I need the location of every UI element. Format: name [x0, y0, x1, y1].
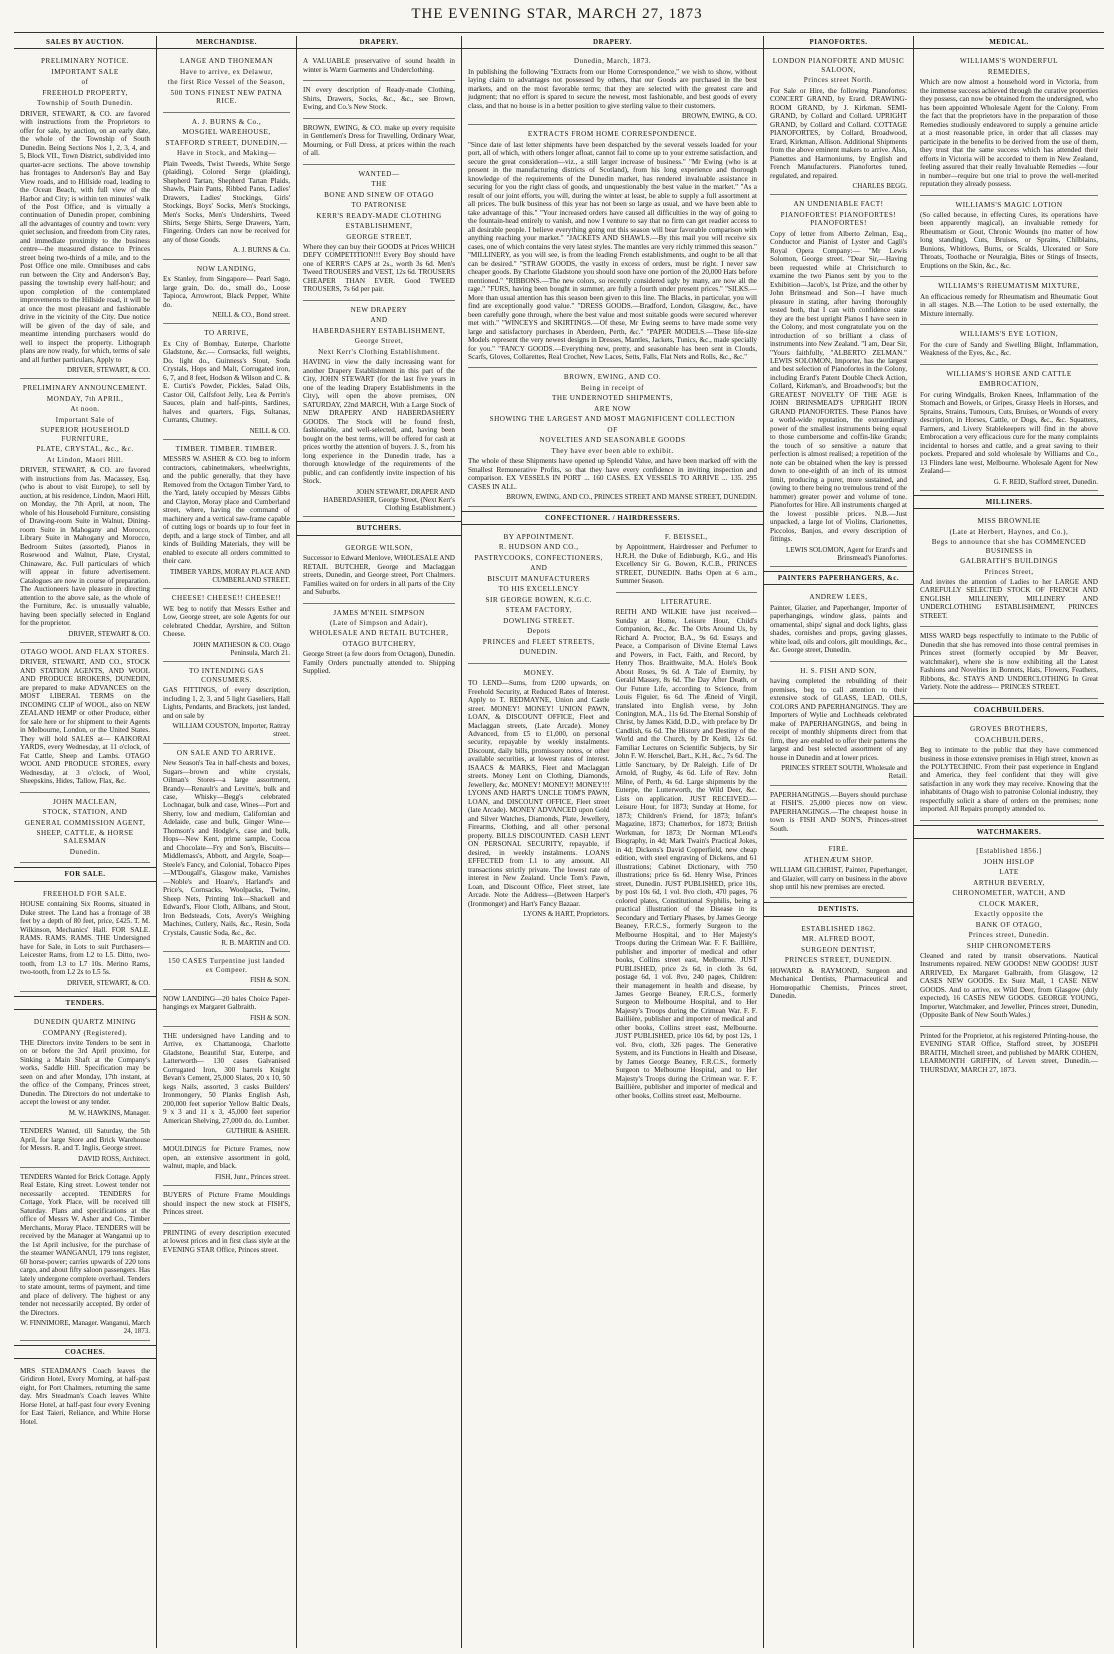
- split-left: [468, 528, 610, 1106]
- ad-heading-line: TO PATRONISE: [351, 201, 407, 210]
- ad-body: TENDERS Wanted, till Saturday, the 5th April, for large Store and Brick Warehouse for Messrs. R. and T. Inglis, George street.: [20, 1127, 150, 1153]
- ad-heading-line: Have to arrive, ex Delawur,: [179, 67, 274, 76]
- advertisement: [163, 260, 290, 325]
- ad-heading-line: (Late at Herbert, Haynes, and Co.),: [949, 527, 1069, 536]
- ad-signature: WILLIAM COUSTON, Importer, Rattray street.: [172, 722, 290, 739]
- ad-body: GAS FITTINGS, of every description, including 1, 2, 3, and 5 light Gaseliers, Hall Lights, Pendants, and Brackets, just landed, and on sale by: [163, 686, 290, 720]
- ad-heading-line: WILLIAMS'S EYE LOTION,: [959, 330, 1059, 339]
- ad-body: TENDERS Wanted for Brick Cottage. Apply Real Estate, King street. Lowest tender not necessarily accepted. TENDERS for Cottage, York Place, will be received till Saturday. Plans and specifications at the office of Messrs W. Asher and Co., Timber Merchants, Moray Place. TENDERS will be received by the Manager at Wanganui up to the 1st April inclusive, for the purchase of the steamer WANGANUI, 179 tons register, 60 horse-power; carries upwards of 220 tons cargo, and about fifty saloon passengers. Has lately undergone complete overhaul. Tenders to state amount, terms of payment, and time and place of delivery. The highest or any tender not necessarily accepted. By order of the Directors.: [20, 1172, 151, 1317]
- ad-heading-line: STEAM FACTORY,: [505, 606, 572, 615]
- advertisement: [920, 627, 1098, 698]
- ad-body: And invites the attention of Ladies to her LARGE AND CAREFULLY SELECTED STOCK OF FRENCH AND ENGLISH MILLINERY, MILLINERY AND UNDERCLOTHING ESTABLISHMENT, PRINCES STREET.: [920, 578, 1098, 620]
- ad-body: HOUSE containing Six Rooms, situated in Duke street. The Land has a frontage of 38 feet by a depth of 80 feet, price, £425. T. M. Wilkinson, Mechanics' Hall. FOR SALE. RAMS. RAMS. RAMS. THE Undersigned have for Sale, in Lots to suit Purchasers— Leicester Rams, from L2 to L5. Ditto, two-tooth, from L3 to L7 10s. Merino Rams, two-tooth, from L2 2s to L5 5s.: [20, 900, 150, 977]
- advertisement: [303, 81, 455, 118]
- ad-heading-line: ANDREW LEES,: [809, 593, 868, 602]
- advertisement: [20, 52, 150, 379]
- ad-body: having completed the rebuilding of their premises, beg to call attention to their extensive stock of GLASS, LEAD, OILS, COLORS AND PAPERHANGINGS. They are Importers of Wylie and Lochheads celebrated make of PAPERHANGINGS, and being in receipt of monthly shipments direct from that firm, they are enabled to offer their patterns the largest and best selected assortment of any house in Dunedin and at lower prices.: [770, 677, 907, 762]
- ad-heading-line: ON SALE AND TO ARRIVE.: [176, 748, 277, 757]
- advertisement: [163, 990, 290, 1027]
- ad-heading-line: ATHENÆUM SHOP.: [803, 855, 874, 864]
- ad-heading-line: FREEHOLD PROPERTY,: [42, 88, 128, 97]
- ad-body: Where they can buy their GOODS at Prices WHICH DEFY COMPETITION!!! Every Boy should have one of KERR'S CAPS at 2s., worth 3s 6d. Men's Tweed TROUSERS and VEST, 12s 6d. TROUSERS CHEAPER THAN EVER. Good TWEED TROUSERS, 7s 6d per pair.: [303, 243, 455, 294]
- ad-heading-line: SHOWING THE LARGEST AND MOST MAGNIFICENT COLLECTION: [489, 415, 736, 424]
- ad-heading-line: SUPERIOR HOUSEHOLD FURNITURE,: [40, 426, 130, 443]
- advertisement: [770, 920, 907, 1007]
- ad-signature: JOHN MATHESON & CO. Otago Peninsula, March 21.: [192, 640, 290, 657]
- column-6: [914, 36, 1104, 1648]
- ad-signature: NEILL & CO.: [249, 426, 290, 435]
- ad-body: Cleaned and rated by transit observations. Nautical Instruments repaired. NEW GOODS! NEW GOODS! JUST ARRIVED, Ex Margaret Galbraith, from Glasgow, 12 CASES NEW GOODS. Ex Suez Mail, 1 CASE NEW GOODS. And to arrive, ex Wild Deer, from Glasgow (duly expected), 16 CASES NEW GOODS. GEORGE YOUNG, Importer, Watchmaker, and Jeweller, Princes street, Dunedin, (Opposite Bank of New South Wales.): [920, 952, 1098, 1020]
- ad-signature: W. FINNIMORE, Manager. Wanganui, March 24, 1873.: [20, 1319, 150, 1336]
- ad-heading-line: LITERATURE.: [660, 597, 712, 606]
- ad-signature: NEILL & CO., Bond street.: [212, 311, 290, 320]
- ad-heading-line: BONE AND SINEW OF OTAGO: [324, 190, 434, 199]
- ad-heading-line: 150 CASES Turpentine just landed ex Compeer.: [167, 957, 286, 974]
- ad-heading-line: SHEEP, CATTLE, & HORSE SALESMAN: [36, 828, 134, 846]
- ad-heading-line: IMPORTANT SALE: [51, 67, 119, 76]
- ad-heading-line: CLOCK MAKER,: [979, 899, 1039, 908]
- ad-body: For the cure of Sandy and Swelling Blight, Inflammation, Weakness of the Eyes, &c., &c.: [920, 340, 1098, 358]
- ad-body: For Sale or Hire, the following Pianofortes: CONCERT GRAND, by Erard. DRAWING-ROOM GRAND, by J. Kirkman. SEMI-GRAND, by Collard and Collard. UPRIGHT GRAND, by Collard and Collard. COTTAGE PIANOFORTES, by Collard, Broadwood, Erard, Kirkman, Allison. Additional Shipments from the above eminent makers to arrive. Also, Pianettes and Harmoniums, by English and French Manufacturers. Pianofortes tuned, regulated, and repaired.: [770, 86, 907, 180]
- ad-heading-line: STOCK, STATION, AND: [42, 808, 128, 817]
- ad-heading-line: CHEESE! CHEESE!! CHEESE!!: [171, 594, 282, 603]
- ad-signature: FISH & SON.: [250, 1013, 290, 1022]
- advertisement: [163, 440, 290, 589]
- ad-body: WE beg to notify that Messrs Esther and Low, George street, are sole Agents for our celebrated Cheddar, Ayrshire, and Stilton Cheese.: [163, 604, 290, 639]
- ad-heading-line: TO ARRIVE,: [204, 329, 249, 338]
- advertisement: [920, 196, 1098, 278]
- ad-heading-line: PRELIMINARY NOTICE.: [41, 57, 129, 66]
- ad-heading-line: MR. ALFRED BOOT,: [802, 935, 875, 944]
- ad-body: DRIVER, STEWART, AND CO., STOCK AND STATION AGENTS, AND WOOL AND PRODUCE BROKERS, DUNEDIN, are prepared to make ADVANCES on the MOST LIBERAL TERMS on the INCOMING CLIP of WOOL, also on NEW ZEALAND HEMP or other Produce, either for sale here or for shipment to their Agents in Melbourne, London, or the United States. They will hold SALES at— KAIKORAI YARDS, every Wednesday, at 11 o'clock, of Fat Cattle, Sheep and Lambs. OTAGO WOOL AND PRODUCE STORES, every Wednesday, at 3 o'clock, of Wool, Sheepskins, Hides, Tallow, Flax, &c.: [20, 658, 150, 786]
- ad-heading-line: BROWN, EWING, AND CO.: [563, 373, 662, 382]
- advertisement: [920, 512, 1098, 627]
- ad-signature: DRIVER, STEWART & CO.: [68, 629, 150, 638]
- ad-signature: GUTHRIE & ASHER.: [226, 1127, 290, 1136]
- ad-body: Successor to Edward Menlove, WHOLESALE AND RETAIL BUTCHER, George and Maclaggan streets, Dunedin, and George street, Port Chalmers. Families waited on for orders in all parts of the City and Suburbs.: [303, 554, 455, 597]
- ad-body: Painter, Glazier, and Paperhanger, Importer of paperhangings, window glass, paints and ornamental, ships' signal and dock lights, glass shades, cornishes and props, gaving glasses, white lead, oils and colors, gilt mouldings, &c., &c. George street, Dunedin.: [770, 603, 907, 655]
- ad-body: HOWARD & RAYMOND, Surgeon and Mechanical Dentists, Pharmaceutical and Homœopathic Chemists, Princes street, Dunedin.: [770, 966, 907, 1001]
- advertisement: [616, 593, 758, 1107]
- advertisement: [920, 720, 1098, 821]
- section-header: BUTCHERS.: [297, 521, 461, 535]
- ad-heading-line: Princes street North.: [803, 76, 874, 85]
- ad-heading-line: WILLIAMS'S MAGIC LOTION: [955, 200, 1063, 209]
- ad-heading-line: JOHN HISLOP: [983, 857, 1035, 866]
- advertisement: [770, 840, 907, 898]
- ad-heading-line: Princes street, Dunedin.: [968, 931, 1050, 940]
- ad-body: Ex City of Bombay, Euterpe, Charlotte Gladstone, &c.— Cornsacks, full weights, Do. light do., Guinness's Stout, Soda Crystals, Hops and Malt, Corrugated iron, 6, 7, and 8 feet, Hodson & Wilson and C. & E. Curtis's Powder, Pickles, Salad Oils, Castor Oil, Calfsfoot Jelly, Lea & Perrin's Sauces, plain and half-pints, Sardines, halves and quarters, Figs, Sultanas, Currants, Chutney.: [163, 339, 290, 425]
- ad-heading-line: DUNEDIN.: [519, 648, 559, 657]
- advertisement: [20, 643, 150, 793]
- ad-body: (So called because, in effecting Cures, its operations have been apparently magical), an invaluable remedy for Rheumatism or Gout, Chronic Wounds (no matter of how long standing), Cuts, Bruises, or Sprains, Chilblains, Bunions, Whitlows, Burns, or Scalds, Ulcerated or Sore Throats, Toothache or Neuralgia, Bites or Stings of Insects, Eruptions on the Skin, &c., &c.: [920, 211, 1098, 270]
- advertisement: [920, 842, 1098, 1027]
- ad-heading-line: TO HIS EXCELLENCY: [498, 585, 579, 594]
- ad-body: Printed for the Proprietor, at his registered Printing-house, the EVENING STAR Office, Stafford street, by JOSEPH BRAITH, Mitchell street, and published by MARK COHEN, LEARMONTH GRIFFIN, of Leven street, Dunedin.—THURSDAY, MARCH 27, 1873.: [920, 1031, 1098, 1074]
- ad-body: NOW LANDING—20 bales Choice Paper-hangings ex Margaret Galbraith.: [163, 994, 290, 1012]
- advertisement: [770, 588, 907, 661]
- ad-body: The whole of these Shipments have opened up Splendid Value, and have been marked off with the Smallest Remunerative Profits, so that they have every confidence in inviting inspection and comparison. EX VESSELS IN PORT ... 160 CASES. EX VESSELS TO ARRIVE ... 135. 295 CASES IN ALL.: [468, 457, 757, 491]
- ad-heading-line: ARE NOW: [594, 404, 631, 413]
- advertisement: [163, 1186, 290, 1223]
- column-5: [764, 36, 914, 1648]
- section-header: DENTISTS.: [764, 902, 913, 916]
- advertisement: [468, 528, 610, 664]
- ad-body: MESSRS W. ASHER & CO. beg to inform contractors, cabinetmakers, wheelwrights, and the public generally, that they have Removed from the Octagon Timber Yard, to the Yard, lately occupied by Messrs Gibbs and Clayton, Moray place and Cumberland street, where, having the command of machinery and a vertical saw-frame capable of cutting logs or boards up to four feet in depth, and a large stock of Timber, and all kinds of Building Materials, they will be enabled to execute all orders committed to their care.: [163, 455, 290, 566]
- advertisement: [163, 324, 290, 440]
- ad-heading-line: COMPANY (Registered).: [42, 1028, 128, 1037]
- ad-signature: FISH, Junr., Princes street.: [215, 1172, 290, 1181]
- ad-body: Plain Tweeds, Twist Tweeds, White Serge (plaiding), Colored Serge (plaiding), Shepherd Tartan, Shepherd Tartan Plaids, Shawls, Plain Pants, Ribbed Pants, Ladies' Drawers, Ladies' Stockings, Girls' Stockings, Boys' Socks, Men's Stockings, Men's Socks, Men's Undershirts, Tweed Shirts, Serge Shirts, Serge Drawers, Yarn, Fingering. Orders can now be received for any of those Goods.: [163, 159, 290, 244]
- ad-body: MOULDINGS for Picture Frames, now open, an extensive assortment in gold, walnut, maple, and black.: [163, 1145, 290, 1171]
- section-header: MILLINERS.: [914, 495, 1104, 509]
- ad-heading-line: PRINCES and FLEET STREETS,: [482, 637, 595, 646]
- ad-body: THE Directors invite Tenders to be sent in on or before the 3rd April proximo, for Sinking a Main Shaft at the Company's works, Saddle Hill. Specification may be seen on and after Monday, 17th instant, at the office of the Company, Princes street, Dunedin. The Directors do not undertake to accept the lowest or any tender.: [20, 1039, 150, 1107]
- ad-heading-line: PASTRYCOOKS, CONFECTIONERS,: [474, 553, 603, 562]
- ad-body: THE undersigned have Landing and to Arrive, ex Chattanooga, Charlotte Gladstone, Beautiful Star, Euterpe, and Latterworth— 130 cases Galvanised Corrugated Iron, 300 barrels Knight Bevan's Cement, 25,000 Slates, 20 x 10, 50 kegs Nails, assorted, 3 casks Builders' Ironmongery, 50 Planks English Ash, 200,000 feet superior Yellow Baltic Deals, 9 x 3 and 11 x 3, 45,000 feet superior American Shelving, 27,000 do. do. Lumber.: [163, 1031, 290, 1125]
- ad-heading-line: CHRONOMETER, WATCH, AND: [952, 889, 1066, 898]
- ad-signature: FISH & SON.: [250, 976, 290, 985]
- ad-body: by Appointment, Hairdresser and Perfumer to H.R.H. the Duke of Edinburgh, K.G., and His Excellency Sir G. Bowen, K.C.B., PRINCES STREET, DUNEDIN. Baths Open at 6 a.m., Summer Season.: [615, 543, 757, 586]
- ad-body: HAVING in view the daily increasing want for another Drapery Establishment in this part of the City, JOHN STEWART (for the last five years in one of the leading Drapery Establishments in the City), will open the above premises, ON SATURDAY, 22nd MARCH, With a Large Stock of NEW DRAPERY AND HABERDASHERY GOODS. The Stock will be found fresh, fashionable, and well-selected, and, having been bought on the best terms, will be offered for cash at prices worthy the attention of buyers. J. S., from his long experience in the Dunedin trade, has a thorough knowledge of the requirements of the public, and can confidently invite inspection of his Stock.: [303, 358, 455, 486]
- ad-heading-line: AND: [370, 316, 388, 325]
- ad-heading-line: NOVELTIES AND SEASONABLE GOODS: [539, 436, 686, 445]
- ad-heading-line: R. HUDSON AND CO.,: [498, 543, 579, 552]
- advertisement: [920, 365, 1098, 491]
- advertisement: [770, 786, 907, 840]
- ad-body: PAPERHANGINGS.—Buyers should purchase at FISH'S. 25,000 pieces now on view. PAPERHANGINGS.—The cheapest house in town is FISH AND SON'S, Princes-street South.: [770, 790, 907, 833]
- ad-signature: LYONS & HART, Proprietors.: [523, 910, 610, 919]
- ad-heading-line: EMBROCATION,: [979, 380, 1039, 389]
- ad-heading-line: THE UNDERNOTED SHIPMENTS,: [552, 394, 673, 403]
- ad-heading-line: Next Kerr's Clothing Establishment.: [318, 347, 440, 356]
- ad-heading-line: DUNEDIN QUARTZ MINING: [33, 1018, 137, 1027]
- ad-heading-line: FIRE.: [828, 845, 849, 854]
- ad-body: Beg to intimate to the public that they have commenced business in those extensive premises in High street, known as the POLYTECHNIC. From their past experience in England and America, they feel confident that they will give satisfaction in any work they may receive. Knowing that the inhabitants of Otago wish to patronise Colonial industry, they respectfully solicit a share of orders on the premises; none imported. All Repairs promptly attended to.: [920, 746, 1098, 814]
- ad-heading-line: FREEHOLD FOR SALE.: [43, 889, 127, 898]
- advertisement: [20, 1168, 150, 1341]
- ad-heading-line: TIMBER. TIMBER. TIMBER.: [175, 444, 278, 453]
- ad-heading-line: JOHN MACLEAN,: [53, 797, 117, 806]
- ad-heading-line: NOW LANDING,: [196, 264, 257, 273]
- ad-heading-line: George Street,: [354, 337, 404, 346]
- ad-signature: CHARLES BEGG.: [852, 182, 907, 191]
- section-header: FOR SALE.: [14, 867, 156, 881]
- ad-body: DRIVER, STEWART, & CO. are favored with instructions from Jas. Macassey, Esq. (who is about to visit Europe), to sell by auction, at his residence, Lindon, Maori Hill, on Monday, the 7th April, at noon, The whole of his Household Furniture, consisting of Drawing-room Suite in Walnut, Dining-room Suite in Mahogany and Morocco, Library Suite in Mahogany and Morocco, Bedroom Suites (assorted), Pianos in Rosewood and Walnut, Plate, Crystal, Chinaware, &c. Full particulars of which will appear in future advertisement. Catalogues are now in course of preparation. The Auctioneers have pleasure in directing attention to the above sale, as the whole of the Furniture, &c. is unusually valuable, having been specially selected in England for the proprietor.: [20, 466, 150, 628]
- ad-heading-line: BY APPOINTMENT.: [503, 532, 575, 541]
- ad-signature: DRIVER, STEWART, & CO.: [66, 978, 150, 987]
- advertisement: [303, 165, 455, 301]
- section-header: MERCHANDISE.: [157, 36, 296, 49]
- ad-body: MISS WARD begs respectfully to intimate to the Public of Dunedin that she has removed into those central premises in Princes street (formerly occupied by Mr Beaver, watchmaker), where she is now exhibiting all the Latest Fashions and Novelties in Bonnets, Hats, Flowers, Feathers, Ribbons, &c. STAYS AND UNDERCLOTHING In Great Variety. Note the address— PRINCES STREET.: [920, 632, 1098, 692]
- ad-body: REITH AND WILKIE have just received— Sunday at Home, Leisure Hour, Child's Companion, &c., &c. The Orbs Around Us, by Richard A. Proctor, B.A., 9s 6d. Essays and Peace, a Comparison of Divine Eternal Laws and Powers, in Fact, Faith, and Record, by Henry Thos. Braithwaite, M.A. Hole's Book About Roses, 9s 6d. A Tale of Eternity, by Gerald Massey, 8s 6d. The Day After Death, or Our Future Life, according to Science, from Louis Figuier, 6s 6d. The Æneid of Virgil, translated into English verse, by John Conington, M.A., 11s 6d. The Eternal Sonship of Christ, by James Kidd, D.D., with preface by Dr Candlish, 6s 6d. The History and Destiny of the World and the Church, by Dr Keith, 12s 6d. Familiar Lectures on Scientific Subjects, by Sir John F. W. Herschel, Bart., K.H., &c., 7s 6d. The Little Sanctuary, by Dr Raleigh. Life of Dr Arnold, of Rugby, 4s 6d. Life of Rev. John Milne, of Perth, 4s 6d. Large shipments by the Euterpe, the Lutterworth, the Wild Deer, &c. Lists on application. JUST RECEIVED.—Leisure Hour, for 1873; Sunday at Home, for 1873; Children's Friend, for 1873; Infant's Magazine, 1873; Chatterbox, for 1873; British Workman, for 1873; Dr Norman M'Leod's Biography, in 4d; Mark Twain's Practical Jokes, in 4d; Dickens's David Copperfield, new cheap edition, with steel engraving of Dickens, and 61 illustrations; Cabinet Dictionary, with 750 illustrations; price 6s 6d. Henry Wise, Princes street, Dunedin. JUST PUBLISHED, price 10s, by post 10s 6d, 1 vol. 8vo cloth, 470 pages, 76 colored plates, Constitutional Syphilis, being a practical illustration of the Disease in its Secondary and Tertiary Phases, by James George Beaney, F.R.C.S., formerly Surgeon to the Melbourne Hospital, and to Her Majesty's Troops during the Crimean War. F. F. Baillière, publisher and importer of medical and other books, Collins street east, Melbourne. JUST PUBLISHED, price 2s 6d, in cloth 3s 6d, postage 6d, 1 vol. 8vo, 240 pages, Children: their management in health and disease, by James George Beaney, F.R.C.S., formerly Surgeon to Melbourne Hospital, and to Her Majesty's Troops during the Crimean War. F. F. Baillière, publisher and importer of medical and other books, Collins street east, Melbourne. JUST PUBLISHED, price 10s 6d, by post 12s, 1 vol. 8vo, cloth, 326 pages. The Generative System, and its Functions in Health and Disease, by James George Beaney, F.R.C.S., formerly Surgeon to Melbourne Hospital, and to Her Majesty's Troops during the Crimean war. F. F. Baillière, publisher and importer of medical and other books, Collins street east, Melbourne.: [615, 608, 757, 1100]
- advertisement: [920, 1027, 1098, 1080]
- ad-heading-line: LANGE AND THONEMAN: [179, 57, 274, 66]
- advertisement: [20, 793, 150, 864]
- ad-heading-line: WANTED—: [358, 169, 400, 178]
- columns: [14, 36, 1104, 1648]
- ad-heading-line: BANK OF OTAGO,: [975, 920, 1043, 929]
- section-header: TENDERS.: [14, 996, 156, 1010]
- ad-heading-line: SURGEON DENTIST,: [801, 945, 876, 954]
- advertisement: [20, 1122, 150, 1168]
- ad-heading-line: Exactly opposite the: [974, 910, 1044, 919]
- ad-body: Which are now almost a household word in Victoria, from the immense success achieved through the curative properties they possess, can now be obtained from the undersigned, who has been appointed Wholesale Agent for the Colony. From the fact that the proprietors have in the preparation of those Remedies studiously endeavored to supply a genuine article at a most reasonable price, in order that all classes may participate in the benefits to be derived from the use of them, they trust that the same success which has attended their efforts in Victoria will be accorded to them in New Zealand, feeling assured that their really Invaluable Remedies —four in number—require but one trial to prove the well-merited reputation they already possess.: [920, 78, 1098, 189]
- ad-heading-line: LONDON PIANOFORTE AND MUSIC SALOON,: [772, 57, 905, 74]
- ad-heading-line: HABERDASHERY ESTABLISHMENT,: [312, 326, 446, 335]
- advertisement: [163, 744, 290, 953]
- advertisement: [303, 119, 455, 165]
- masthead-rule: [14, 32, 1104, 33]
- ad-signature: M. W. HAWKINS, Manager.: [68, 1108, 150, 1117]
- ad-heading-line: OTAGO BUTCHERY,: [342, 639, 416, 648]
- ad-signature: JOHN STEWART, DRAPER AND HABERDASHER, George Street, (Next Kerr's Clothing Establishment.): [323, 487, 455, 513]
- advertisement: [303, 52, 455, 81]
- ad-heading-line: Depots: [527, 627, 551, 636]
- section-header: DRAPERY.: [297, 36, 461, 49]
- ad-heading-line: STAFFORD STREET, DUNEDIN,—: [165, 138, 288, 147]
- ad-heading-line: KERR'S READY-MADE CLOTHING: [316, 211, 442, 220]
- advertisement: [20, 1362, 150, 1432]
- ad-body: A VALUABLE preservative of sound health in winter is Warm Garments and Underclothing.: [303, 57, 455, 74]
- ad-heading-line: TO INTENDING GAS CONSUMERS.: [189, 667, 264, 684]
- column-3: [297, 36, 462, 1648]
- ad-body: DRIVER, STEWART, & CO. are favored with instructions from the Proprietors to offer for sale, by auction, on an early date, the whole of the Township of South Dunedin. Being Sections Nos 1, 2, 3, 4, and 5, Block VII., Town District, subdivided into quarter-acre sections. The above township has frontages to Anderson's Bay and Bay View roads, and to Hillside road, leading to the Ocean Beach, with full view of the Harbor and City; is within ten minutes' walk of the Post Office, and is virtually a continuation of Dunedin proper, combining all the advantages of country and town: very quiet seclusion, and freedom from City rates, and immediate proximity to the business centre—the measured distance to Princes street being two-thirds of a mile, and to the Post Office one mile. Omnibuses and cabs run between the City and Anderson's Bay, passing the township every half-hour; and upon completion of the contemplated improvements to the Hillside road, it will be at once the most pleasant and fashionable drive in the vicinity of the City. Due notice will be given of the day of sale, and meantime intending purchasers would do well to inspect the property. Lithograph plans are now ready, for which, terms of sale and all further particulars, Apply to: [20, 109, 150, 364]
- ad-heading-line: COACHBUILDERS,: [974, 735, 1044, 744]
- ad-heading-line: BISCUIT MANUFACTURERS: [487, 574, 591, 583]
- ad-heading-line: Begs to announce that she has COMMENCED BUSINESS in: [931, 538, 1087, 555]
- ad-heading-line: NEW DRAPERY: [350, 305, 408, 314]
- ad-heading-line: MISS BROWNLIE: [977, 517, 1041, 526]
- ad-heading-line: of: [81, 78, 89, 87]
- ad-body: WILLIAM GILCHRIST, Painter, Paperhanger, and Glazier, will carry on business in the above shop until his new premises are erected.: [770, 866, 907, 891]
- ad-body: TO LEND—Sums, from £200 upwards, on Freehold Security, at Reduced Rates of Interest. Apply to T. REDMAYNE, Union and Castle street. MONEY! MONEY! UNION PAWN, LOAN, & DISCOUNT OFFICE, Fleet and Maclaggan streets, (Late Arcade). Money Advanced, from £5 to £1,000, on personal security, repayable by weekly instalments. Discount, daily bills, promissory notes, or other available securities, at lowest rates of interest. ISAACS & MARKS, Fleet and Maclaggan streets. Money Lent on Clothing, Diamonds, Jewellery, &c. MONEY! MONEY!! MONEY!!! LYONS AND HART'S UNCLE TOM'S PAWN, LOAN, and DISCOUNT OFFICE, Fleet street (late Arcade). MONEY ADVANCED upon Gold and Silver Watches, Diamonds, Plate, Jewellery, Firearms, Clothing, and all other personal property. BILLS DISCOUNTED. CASH LENT ON PERSONAL SECURITY, repayable, if desired, in weekly instalments. LOANS EFFECTED from L1 to any amount. All transactions strictly private. The lowest rate of interest in New Zealand. Uncle Tom's Pawn, Loan, and Discount Office, Fleet street, late Arcade. Note the Address—(Between Harper's (Ironmonger) and Hart's Fancy Bazaar.: [468, 679, 610, 908]
- advertisement: [920, 325, 1098, 364]
- ad-heading-line: At noon.: [70, 405, 100, 414]
- ad-heading-line: JAMES M'NEIL SIMPSON: [333, 608, 425, 617]
- ad-heading-line: ESTABLISHMENT,: [345, 222, 413, 231]
- ad-heading-line: They have ever been able to exhibit.: [551, 446, 674, 455]
- column-2: [157, 36, 297, 1648]
- masthead: THE EVENING STAR, MARCH 27, 1873: [411, 6, 703, 22]
- ad-heading-line: Dunedin, March, 1873.: [573, 57, 652, 66]
- ad-body: "Since date of last letter shipments have been despatched by the several vessels loaded for your port, all of which, with others longer afloat, cannot fail to come up to your extreme satisfaction, and secure the great consideration—viz., a still larger increase of business." "Mr Ewing (who is at present in the manufacturing districts of Scotland), from his long experience and thorough knowledge of the requirements of the Dunedin market, has rendered invaluable assistance in securing for you the right class of goods, and unquestionably the best value in the market." "As a result of our joint efforts, you will, during the winter at least, be able to supply a full assortment at all prices. The bulk business of this year has not been so large as usual, and we have been able to take advantage of this." "Your increased orders have caused all difficulties in the way of going to the fountain-head entirely to vanish, and now I venture to say that no firm can get readier access to all desirable people. I believe everything going out this season will bear favorable comparison with anything reaching your market." "JACKETS AND SHAWLS.—By this mail you will receive six cases, one of which contains the very latest styles. The mantles are very richly trimmed this season." "MILLINERY, as you will see, is from the leading French establishments, and ought to be all that can be desired." "STRAW GOODS, the vastly in excess of orders, must be right. I never saw cheaper goods. By Charlotte Gladstone you should soon have one portion of the 20,000 Hats before mentioned." "RIBBONS.—The new colors, so recently considered ugly by many, are now all the rage." "FURS, having been bought in summer, are fully a fourth under present prices." "SILKS.—More than usual attention has this season been given to this line. The Blacks, in particular, you will find are exceptionally good value." "DRESS GOODS.—Bradford, London, Glasgow, &c., have been carefully gone through, where the best value and most suitable goods were secured wherever met with." "WINCEYS and SKIRTINGS.—Of these, Mr Ewing seems to have made some very large and satisfactory purchases in Aberdeen, Perth, &c." "PAPER MODELS.—These life-size Models represent the very newest designs in Dresses, Mantles, Jackets, Tunics, &c., made specially for you." "FANCY GOODS.—Everything new, pretty, and seasonable has been sent in Clouds, Scarfs, Gloves, Collarettes, Real Crochet, New Laces, Setts, Falls, Flat Nets and Rolls, &c., &c.": [468, 140, 757, 361]
- advertisement: [20, 885, 150, 992]
- ad-heading-line: Dunedin.: [69, 847, 101, 856]
- advertisement: [303, 539, 455, 604]
- advertisement: [163, 1224, 290, 1260]
- ad-heading-line: LATE: [999, 868, 1019, 877]
- advertisement: [468, 52, 757, 125]
- section-header: WATCHMAKERS.: [914, 825, 1104, 839]
- ad-signature: R. B. MARTIN and CO.: [221, 939, 290, 948]
- advertisement: [770, 195, 907, 567]
- ad-heading-line: the first Rice Vessel of the Season,: [167, 78, 286, 87]
- section-header: MEDICAL.: [914, 36, 1104, 49]
- ad-heading-line: A. J. BURNS & Co.,: [191, 117, 262, 126]
- advertisement: [163, 952, 290, 989]
- advertisement: [468, 125, 757, 368]
- advertisement: [468, 664, 610, 923]
- ad-heading-line: PIANOFORTES! PIANOFORTES! PIANOFORTES!: [780, 210, 897, 228]
- ad-heading-line: ARTHUR BEVERLY,: [973, 878, 1045, 887]
- ad-heading-line: [Established 1856.]: [976, 847, 1042, 856]
- ad-heading-line: Township of South Dunedin.: [37, 99, 133, 108]
- ad-heading-line: EXTRACTS FROM HOME CORRESPONDENCE.: [527, 130, 698, 139]
- advertisement: [616, 528, 758, 593]
- ad-body: George Street (a few doors from Octagon), Dunedin. Family Orders punctually attended to. Shipping Supplied.: [303, 650, 455, 676]
- advertisement: [163, 52, 290, 112]
- ad-heading-line: AN UNDENIABLE FACT!: [793, 200, 884, 209]
- advertisement: [20, 1013, 150, 1122]
- section-header: CONFECTIONER. / HAIRDRESSERS.: [462, 511, 763, 525]
- advertisement: [770, 662, 907, 786]
- ad-heading-line: MOSGIEL WAREHOUSE,: [182, 128, 271, 137]
- ad-heading-line: ESTABLISHED 1862.: [801, 924, 876, 933]
- ad-heading-line: F. BEISSEL,: [664, 532, 708, 541]
- advertisement: [163, 113, 290, 260]
- ad-heading-line: SHIP CHRONOMETERS: [966, 941, 1052, 950]
- ad-heading-line: MONDAY, 7th APRIL,: [46, 394, 124, 403]
- advertisement: [920, 52, 1098, 195]
- advertisement: [303, 604, 455, 682]
- ad-signature: TIMBER YARDS, MORAY PLACE AND CUMBERLAND STREET.: [170, 567, 290, 584]
- column-4: [462, 36, 764, 1648]
- ad-heading-line: Important Sale of: [55, 415, 115, 424]
- ad-heading-line: WILLIAMS'S HORSE AND CATTLE: [946, 369, 1072, 378]
- ad-body: BROWN, EWING, & CO. make up every requisite in Gentlemen's Dress for Travelling, Ordinary Wear, Mourning, or Full Dress, at prices within the reach of all.: [303, 123, 455, 158]
- advertisement: [163, 1027, 290, 1141]
- section-header: PIANOFORTES.: [764, 36, 913, 49]
- ad-signature: LEWIS SOLOMON, Agent for Erard's and Brinsmead's Pianofortes.: [785, 545, 907, 562]
- ad-body: An efficacious remedy for Rheumatism and Rheumatic Gout in all stages. N.B.—The Lotion to be used externally, the Mixture internally.: [920, 292, 1098, 318]
- advertisement: [163, 1140, 290, 1186]
- ad-heading-line: Princes Street,: [984, 567, 1034, 576]
- ad-signature: BROWN, EWING, AND CO., PRINCES STREET AND MANSE STREET, DUNEDIN.: [506, 493, 757, 502]
- ad-signature: G. F. REID, Stafford street, Dunedin.: [993, 477, 1098, 486]
- ad-heading-line: H. S. FISH AND SON,: [800, 666, 877, 675]
- ad-heading-line: THE: [371, 180, 387, 189]
- ad-heading-line: AND: [530, 564, 548, 573]
- section-header: SALES BY AUCTION.: [14, 36, 156, 49]
- ad-heading-line: PRELIMINARY ANNOUNCEMENT.: [22, 384, 148, 393]
- split-right: [616, 528, 758, 1106]
- ad-body: Ex Stanley, from Singapore— Pearl Sago, large grain, Do. do., small do., Loose Tapioca, Arrowroot, Black Pepper, White do.: [163, 275, 290, 309]
- ad-signature: DRIVER, STEWART, & CO.: [66, 366, 150, 375]
- ad-body: For curing Windgalls, Broken Knees, Inflammation of the Stomach and Bowels, or Gripes, Grassy Heels in Horses, and Sprains, Strains, Tumours, Cuts, Bruises, or Wounds of every description, in Horses, Cattle, or Dogs, &c., &c. Squatters, Farmers, and Livery Stablekeepers will find in the above Embrocation a very efficacious cure for the many complaints incidental to horses and cattle, and a great saving to their pockets. Prepared and sold wholesale by Williams and Co., 13 Flinders lane west, Melbourne. Wholesale Agent for New Zealand—: [920, 390, 1098, 476]
- ad-heading-line: WILLIAMS'S RHEUMATISM MIXTURE,: [938, 282, 1080, 291]
- ad-heading-line: Being in receipt of: [580, 383, 645, 392]
- column-1: [14, 36, 157, 1648]
- ad-heading-line: MONEY.: [523, 668, 554, 677]
- split-section: [468, 528, 757, 1106]
- ad-heading-line: PLATE, CRYSTAL, &c., &c.: [36, 445, 134, 454]
- ad-heading-line: GROVES BROTHERS,: [970, 725, 1048, 734]
- ad-body: PRINTING of every description executed at lowest prices and in first class style at the EVENING STAR Office, Princes street.: [163, 1228, 290, 1254]
- ad-body: Copy of letter from Alberto Zelman, Esq., Conductor and Pianist of Lyster and Cagli's Royal Opera Company:— "Mr Lewis Solomon, George street. "Dear Sir,—Having been requested while at Christchurch to examine the two Pianos sent by you to the Exhibition—Jacob's, 1st Prize, and the other by John Brinsmead and Son—I have much pleasure in stating, after having thoroughly tested both, that I can with confidence state they are the best upright Pianos I have seen in the Colony, and most congratulate you on the introduction of so brilliant a class of instruments into New Zealand. "I am, Dear Sir, "Yours faithfully, "ALBERTO ZELMAN." LEWIS SOLOMON, Importer, has the largest and best selection of Pianofortes in the Colony, including Erard's Patent Double Check Action, Collard, Kirkman's, and Broadwood's; but the GREATEST NOVELTY OF THE AGE is JOHN BRINSMEAD'S UPRIGHT IRON GRAND PIANOFORTES. These Pianos have a world-wide reputation, the extraordinary power of the smallest instruments being equal to those cumbersome and coffin-like Grands; the touch of so sensitive a nature that perfection is almost realised; a repetition of the note can be obtained when the key is pressed down to one-eighth of an inch of its utmost limit, producing a purer, more sustained, and (owing to there being no tremulous trend of the hammer) greater power and volume of tone. Pianofortes for Hire. All instruments charged at the lowest possible prices. N.B.—Just unpacked, a large lot of Violins, Clarionettes, Piccolos, Banjos, and every description of fittings.: [770, 229, 907, 544]
- advertisement: [20, 379, 150, 642]
- ad-heading-line: GEORGE WILSON,: [345, 543, 413, 552]
- ad-heading-line: At Lindon, Maori Hill.: [46, 455, 124, 464]
- ad-heading-line: GEORGE STREET,: [346, 232, 412, 241]
- ad-body: IN every description of Ready-made Clothing, Shirts, Drawers, Socks, &c., &c., see Brown, Ewing, and Co.'s New Stock.: [303, 86, 455, 112]
- ad-heading-line: SIR GEORGE BOWEN, K.G.C.: [485, 595, 592, 604]
- ad-body: MRS STEADMAN'S Coach leaves the Gridiron Hotel, Every Morning, at half-past eight, for Port Chalmers, returning the same day. Mrs Steadman's Coach leaves White Horse Hotel, at half-past four every Evening for East Taieri, Reliance, and White Horse Hotel.: [20, 1366, 150, 1426]
- advertisement: [163, 662, 290, 743]
- ad-body: In publishing the following "Extracts from our Home Correspondence," we wish to show, without laying claim to advantages not possessed by others, that our Goods are purchased in the best markets, and on the most favorable terms; that they are selected with the greatest care and judgment; that no effort is spared to secure the newest, most fashionable, and best goods of every class, and that no house is in a better position to give sterling value to their customers.: [468, 67, 757, 110]
- ad-heading-line: WHOLESALE AND RETAIL BUTCHER,: [309, 629, 449, 638]
- ad-heading-line: OTAGO WOOL AND FLAX STORES.: [20, 647, 150, 656]
- ad-heading-line: GALBRAITH'S BUILDINGS: [960, 557, 1058, 566]
- section-header: DRAPERY.: [462, 36, 763, 49]
- ad-body: BUYERS of Picture Frame Mouldings should inspect the new stock at FISH'S, Princes street.: [163, 1191, 290, 1217]
- ad-heading-line: (Late of Simpson and Adair),: [329, 618, 429, 627]
- ad-heading-line: DOWLING STREET.: [503, 616, 575, 625]
- ad-signature: DAVID ROSS, Architect.: [78, 1154, 150, 1163]
- ad-heading-line: 500 TONS FINEST NEW PATNA RICE.: [170, 88, 283, 106]
- ad-body: New Season's Tea in half-chests and boxes, Sugars—brown and white crystals, Oilman's Stores—a large assortment, Brandy—Renault's and Levitte's, bulk and case, Whisky—Begg's celebrated Lochnagar, bulk and case, Wines—Port and Sherry, low and medium, Californian and Adelaide, case and bulk, Ginger Wine—Thomson's and Hodgle's, case and bulk, Hops—New Kent, prime sample, Cocoa and Chocolate—Fry and Son's, Biscuits—Middlemass's, Abbott, and Argyle, Soap—Steele's Fancy, and Colonial, Tobacco Pipes—M'Dougall's, Glasgow make, Varnishes—Noble's and Hoare's, Harland's and Price's, Cornsacks, Woolpacks, Twine, Sheep Nets, Printing Ink—Shackell and Edward's, Floor Cloth, Allbans, and Stout, Iron Bedsteads, Cots, Avery's Weighing Machines, Cutlery, Nails, &c., Resin, Soda Crystals, Caustic Soda, &c., &c.: [163, 759, 290, 937]
- section-header: COACHBUILDERS.: [914, 703, 1104, 717]
- section-header: COACHES.: [14, 1345, 156, 1359]
- advertisement: [303, 301, 455, 517]
- section-header: PAINTERS PAPERHANGERS, &c.: [764, 571, 913, 585]
- advertisement: [468, 368, 757, 506]
- ad-signature: PRINCES STREET SOUTH, Wholesale and Retail.: [781, 764, 907, 781]
- advertisement: [770, 52, 907, 195]
- ad-signature: A. J. BURNS & Co.: [233, 246, 290, 255]
- advertisement: [920, 277, 1098, 325]
- ad-heading-line: Have in Stock, and Making—: [176, 149, 277, 158]
- ad-heading-line: PRINCES STREET, DUNEDIN.: [784, 956, 893, 965]
- ad-heading-line: REMEDIES,: [987, 67, 1031, 76]
- ad-heading-line: WILLIAMS'S WONDERFUL: [959, 57, 1058, 66]
- ad-heading-line: OF: [607, 425, 618, 434]
- advertisement: [163, 589, 290, 662]
- ad-signature: BROWN, EWING, & CO.: [681, 112, 757, 121]
- ad-heading-line: GENERAL COMMISSION AGENT,: [24, 818, 146, 827]
